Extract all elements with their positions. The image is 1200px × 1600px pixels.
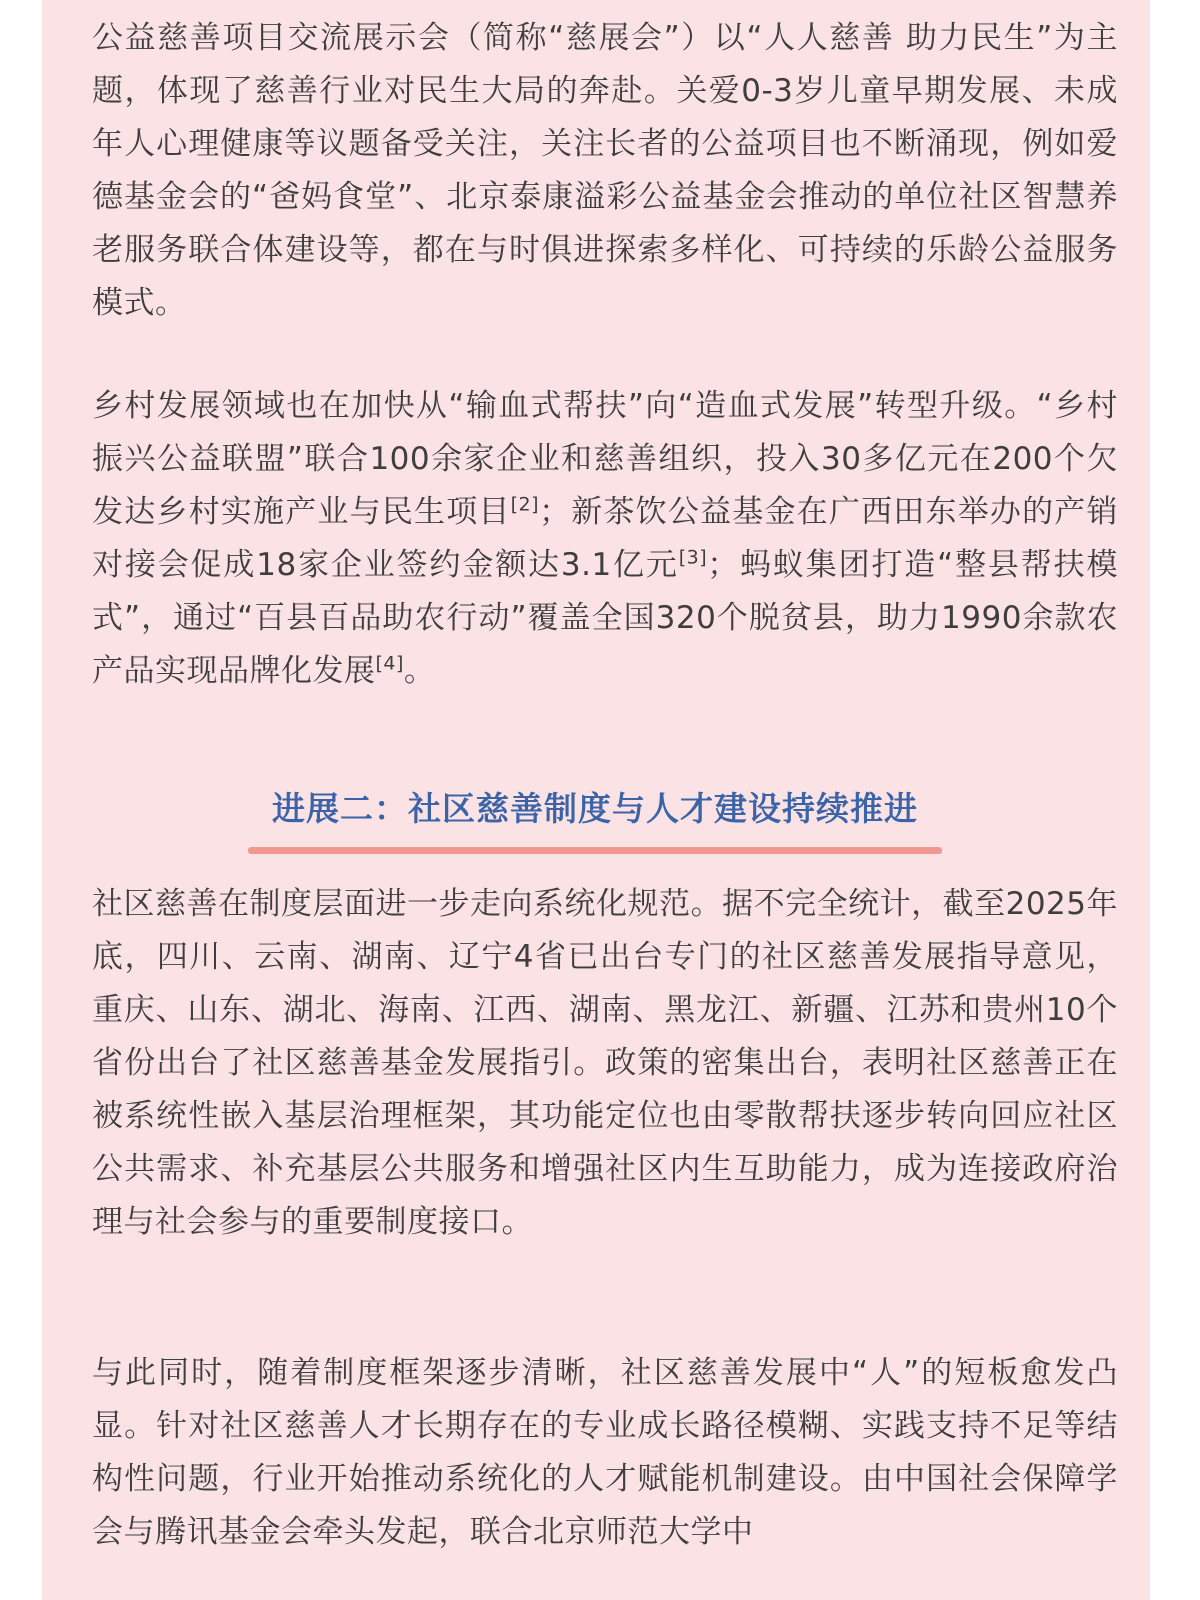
paragraph-text: 。 [403, 653, 436, 689]
paragraph-rural-development [92, 380, 1118, 698]
paragraph-charity-expo: 公益慈善项目交流展示会（简称“慈展会”）以“人人慈善 助力民生”为主题，体现了慈善行业对民生大局的奔赴。关爱0-3岁儿童早期发展、未成年人心理健康等议题备受关注，关注长者的公益项目也不断涌现，例如爱德基金会的“爸妈食堂”、北京泰康溢彩公益基金会推动的单位社区智慧养老服务联合体建设等，都在与时俱进探索多样化、可持续的乐龄公益服务模式。 [92, 20, 1118, 321]
paragraph-text: ；新茶饮公益基金在广西田东举办的产销对接会促成18家企业签约金额达3.1亿元 [92, 494, 1119, 583]
footnote-ref-4[interactable]: [4] [375, 652, 404, 675]
paragraph-text: 乡村发展领域也在加快从“输血式帮扶”向“造血式发展”转型升级。“乡村振兴公益联盟”联合100余家企业和慈善组织，投入30多亿元在200个欠发达乡村实施产业与民生项目 [92, 388, 1118, 530]
paragraph-community-charity-policy: 社区慈善在制度层面进一步走向系统化规范。据不完全统计，截至2025年底，四川、云南、湖南、辽宁4省已出台专门的社区慈善发展指导意见，重庆、山东、湖北、海南、江西、湖南、黑龙江、新疆、江苏和贵州10个省份出台了社区慈善基金发展指引。政策的密集出台，表明社区慈善正在被系统性嵌入基层治理框架，其功能定位也由零散帮扶逐步转向回应社区公共需求、补充基层公共服务和增强社区内生互助能力，成为连接政府治理与社会参与的重要制度接口。 [92, 886, 1118, 1240]
paragraph-talent-building: 与此同时，随着制度框架逐步清晰，社区慈善发展中“人”的短板愈发凸显。针对社区慈善人才长期存在的专业成长路径模糊、实践支持不足等结构性问题，行业开始推动系统化的人才赋能机制建设。由中国社会保障学会与腾讯基金会牵头发起，联合北京师范大学中 [92, 1355, 1118, 1550]
section-heading: 进展二：社区慈善制度与人才建设持续推进 [272, 789, 918, 828]
heading-underline [248, 847, 942, 854]
footnote-ref-2[interactable]: [2] [510, 493, 540, 516]
footnote-ref-3[interactable]: [3] [678, 546, 708, 569]
paragraph-text: ；蚂蚁集团打造“整县帮扶模式”，通过“百县百品助农行动”覆盖全国320个脱贫县，助力1990余款农产品实现品牌化发展 [92, 547, 1118, 689]
